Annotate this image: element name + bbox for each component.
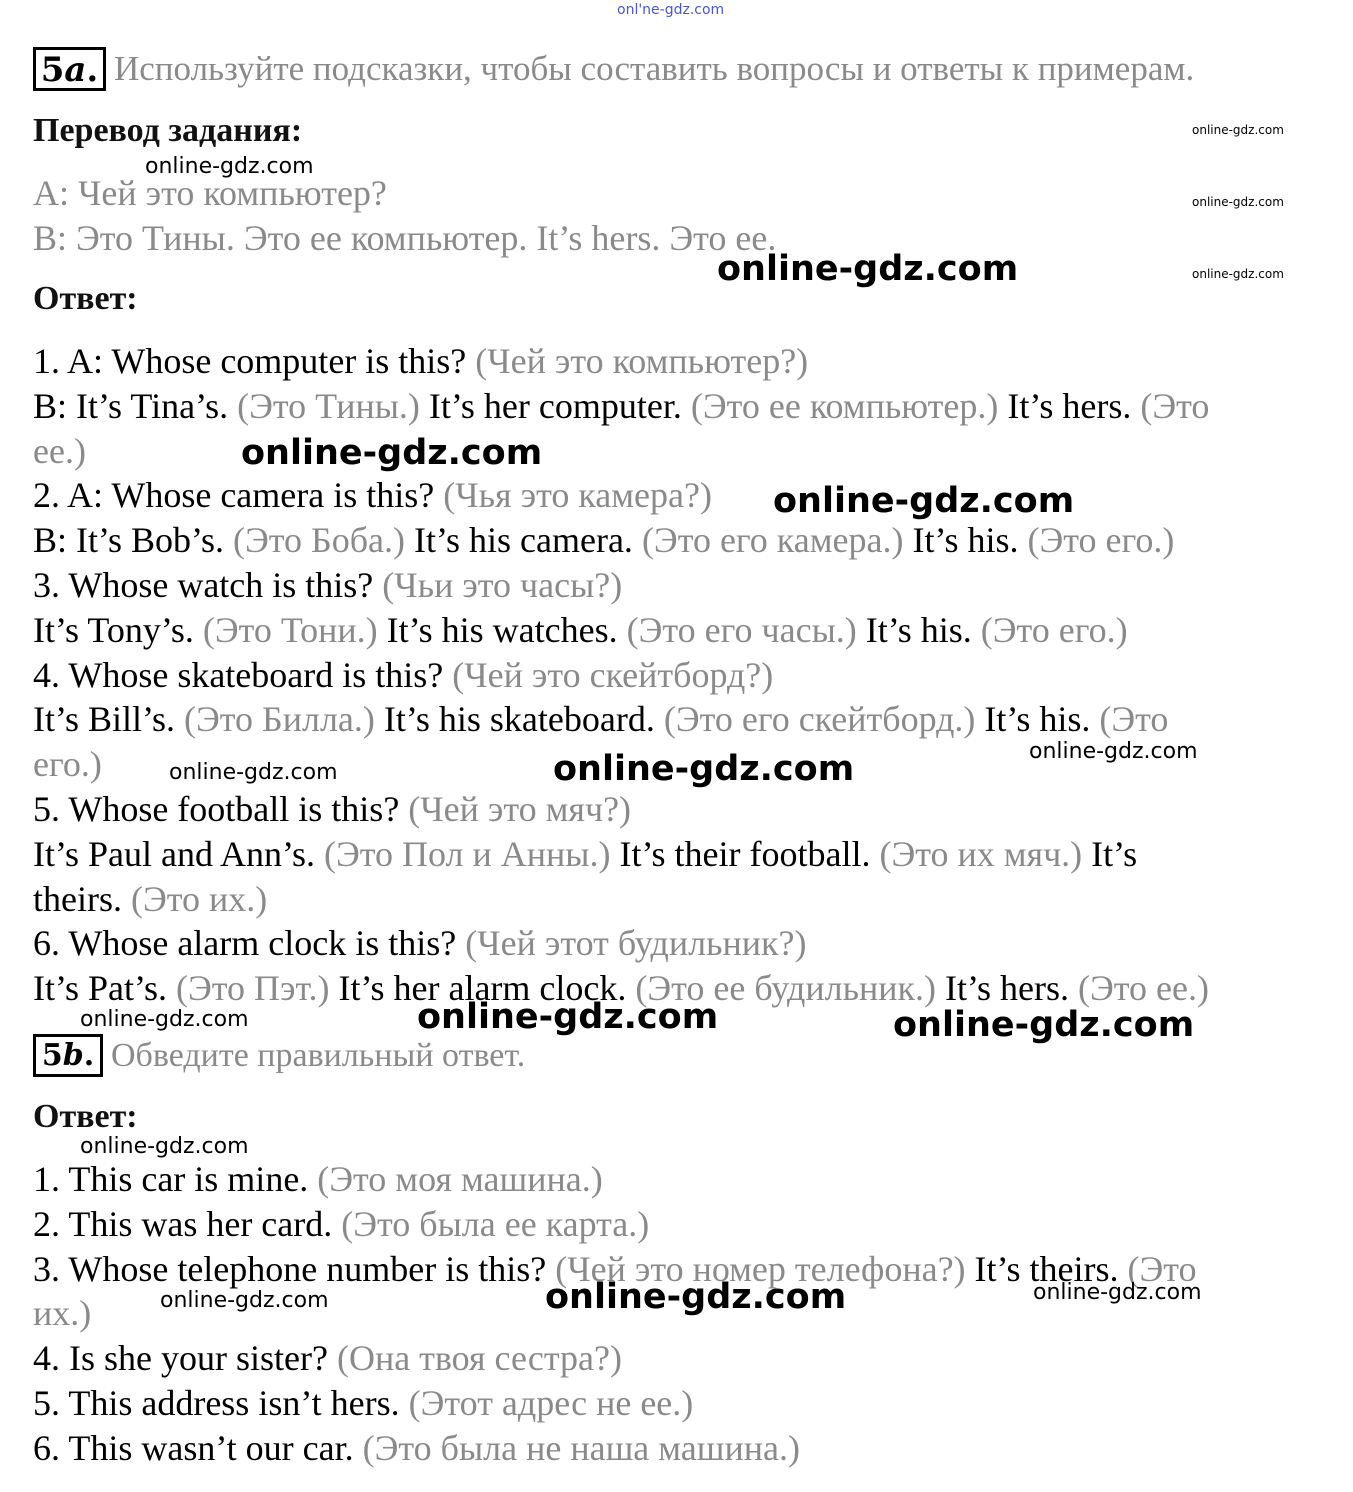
english-text: 6. This wasn’t our car. [33,1427,363,1468]
watermark: online-gdz.com [160,1288,329,1313]
answer-line [33,475,1328,516]
watermark: online-gdz.com [717,249,1019,289]
english-text: It’s his. [984,699,1100,740]
watermark: online-gdz.com [553,749,855,789]
exercise-5b-number-box [33,1034,103,1077]
translation-text: (Это его камера.) [641,520,913,561]
translation-text: (Это их.) [130,878,268,919]
english-text: It’s hers. [945,968,1078,1009]
english-text: 2. This was her card. [33,1203,342,1244]
answer-line [33,1427,1328,1468]
english-text: 4. Is she your sister? [33,1338,337,1379]
translation-text: (Этот адрес не ее.) [408,1383,694,1423]
answer-label-5a: Ответ: [33,280,138,317]
english-text: 1. A: Whose computer is this? [33,341,476,381]
english-text: It’s Bill’s. [33,699,185,740]
translation-text: (Это их мяч.) [879,833,1092,874]
exercise-5a-instruction: Используйте подсказки, чтобы составить вопросы и ответы к примерам. [114,49,1195,88]
english-text: It’s theirs. [974,1248,1128,1289]
answer-line [33,923,1328,964]
answer-line [33,1161,1328,1197]
exercise-5b-letter: b [62,1038,84,1073]
answer-line [33,343,1328,379]
translation-text: (Она твоя сестра?) [336,1338,622,1379]
answer-line [33,567,1328,603]
watermark: onl'ne-gdz.com [617,2,725,18]
watermark: online-gdz.com [169,760,338,785]
english-text: theirs. [33,878,131,919]
translation-text: (Это Боба.) [233,520,415,561]
watermark: online-gdz.com [1033,1280,1202,1305]
translation-text: (Чьи это часы?) [382,565,623,605]
answer-line [33,878,1328,919]
exercise-5b-number: 5 [41,1038,63,1073]
translation-text: (Это его.) [1027,520,1175,561]
watermark: online-gdz.com [80,1134,249,1159]
watermark: online-gdz.com [80,1007,249,1032]
watermark: online-gdz.com [773,481,1075,521]
example-line-a: A: Чей это компьютер? [33,173,387,213]
translation-text: (Это [1140,385,1210,426]
translation-text: (Это была ее карта.) [341,1203,650,1244]
translation-text: (Это моя машина.) [317,1159,603,1199]
exercise-5b-instruction: Обведите правильный ответ. [111,1036,526,1074]
translation-text: его.) [33,744,102,785]
english-text: 2. A: Whose camera is this? [33,475,444,516]
translation-text: (Чей это номер телефона?) [555,1248,975,1289]
watermark: online-gdz.com [1192,267,1284,281]
english-text: 3. Whose watch is this? [33,565,383,605]
english-text: B: It’s Tina’s. [33,385,238,426]
watermark: online-gdz.com [145,154,314,179]
english-text: It’s his watches. [386,609,627,650]
translation-text: (Чей это мяч?) [408,789,632,829]
translation-text: (Это ее.) [1078,968,1209,1009]
answer-line [33,1338,1328,1379]
translation-text: (Это Билла.) [184,699,384,740]
english-text: It’s hers. [1007,385,1141,426]
translation-text: (Это его часы.) [626,609,866,650]
english-text: It’s his. [865,609,981,650]
exercise-5a-dot: . [86,50,99,90]
english-text: It’s Paul and Ann’s. [33,833,325,874]
answer-line [33,1203,1328,1244]
translation-text: (Это его скейтборд.) [663,699,985,740]
answer-line [33,430,1328,473]
translation-text: их.) [33,1293,92,1334]
exercise-5a-header [33,47,1194,91]
translation-text: (Это Пол и Анны.) [324,833,620,874]
translation-text: (Чей этот будильник?) [465,923,807,964]
translation-text: (Это Пэт.) [176,968,339,1009]
english-text: 4. Whose skateboard is this? [33,654,453,695]
answer-line [33,1385,1328,1421]
english-text: 5. Whose football is this? [33,789,409,829]
translation-text: (Чей это компьютер?) [475,341,809,381]
exercise-5a-letter: a [64,50,87,90]
watermark: online-gdz.com [545,1277,847,1317]
english-text: 1. This car is mine. [33,1159,318,1199]
example-line-b: B: Это Тины. Это ее компьютер. It’s hers. Это ее. [33,218,777,258]
english-text: It’s his skateboard. [383,699,664,740]
translation-text: (Это [1099,699,1169,740]
answer-label-5b: Ответ: [33,1098,138,1135]
answer-line [33,833,1328,874]
english-text: It’s [1091,833,1138,874]
watermark: online-gdz.com [1192,123,1284,137]
english-text: It’s her alarm clock. [338,968,636,1009]
answer-line [33,654,1328,695]
translation-text: (Чья это камера?) [443,475,712,516]
english-text: It’s his. [912,520,1028,561]
english-text: B: It’s Bob’s. [33,520,234,561]
translation-text: (Это была не наша машина.) [362,1427,801,1468]
translation-text: (Чей это скейтборд?) [452,654,774,695]
answer-line [33,791,1328,827]
english-text: 5. This address isn’t hers. [33,1383,409,1423]
translation-label: Перевод задания: [33,112,303,149]
translation-text: (Это [1127,1248,1197,1289]
english-text: It’s his camera. [414,520,642,561]
english-text: 3. Whose telephone number is this? [33,1248,556,1289]
translation-text: (Это ее компьютер.) [690,385,1008,426]
exercise-5b-header [33,1034,525,1077]
translation-text: (Это ее будильник.) [635,968,946,1009]
watermark: online-gdz.com [1192,195,1284,209]
watermark: online-gdz.com [893,1005,1195,1045]
english-text: It’s Tony’s. [33,609,203,650]
watermark: online-gdz.com [1029,739,1198,764]
watermark: online-gdz.com [417,997,719,1037]
translation-text: ее.) [33,430,86,471]
translation-text: (Это Тони.) [202,609,387,650]
answer-line [33,699,1328,740]
english-text: It’s Pat’s. [33,968,177,1009]
exercise-5a-number-box [33,47,106,91]
english-text: It’s her computer. [428,385,691,426]
answer-line [33,385,1328,426]
english-text: It’s their football. [619,833,880,874]
watermark: online-gdz.com [241,433,543,473]
exercise-5a-number: 5 [40,50,65,90]
translation-text: (Это Тины.) [237,385,429,426]
exercise-5b-dot: . [83,1038,95,1073]
answer-line [33,520,1328,561]
answer-line [33,609,1328,650]
translation-text: (Это его.) [980,609,1128,650]
english-text: 6. Whose alarm clock is this? [33,923,466,964]
